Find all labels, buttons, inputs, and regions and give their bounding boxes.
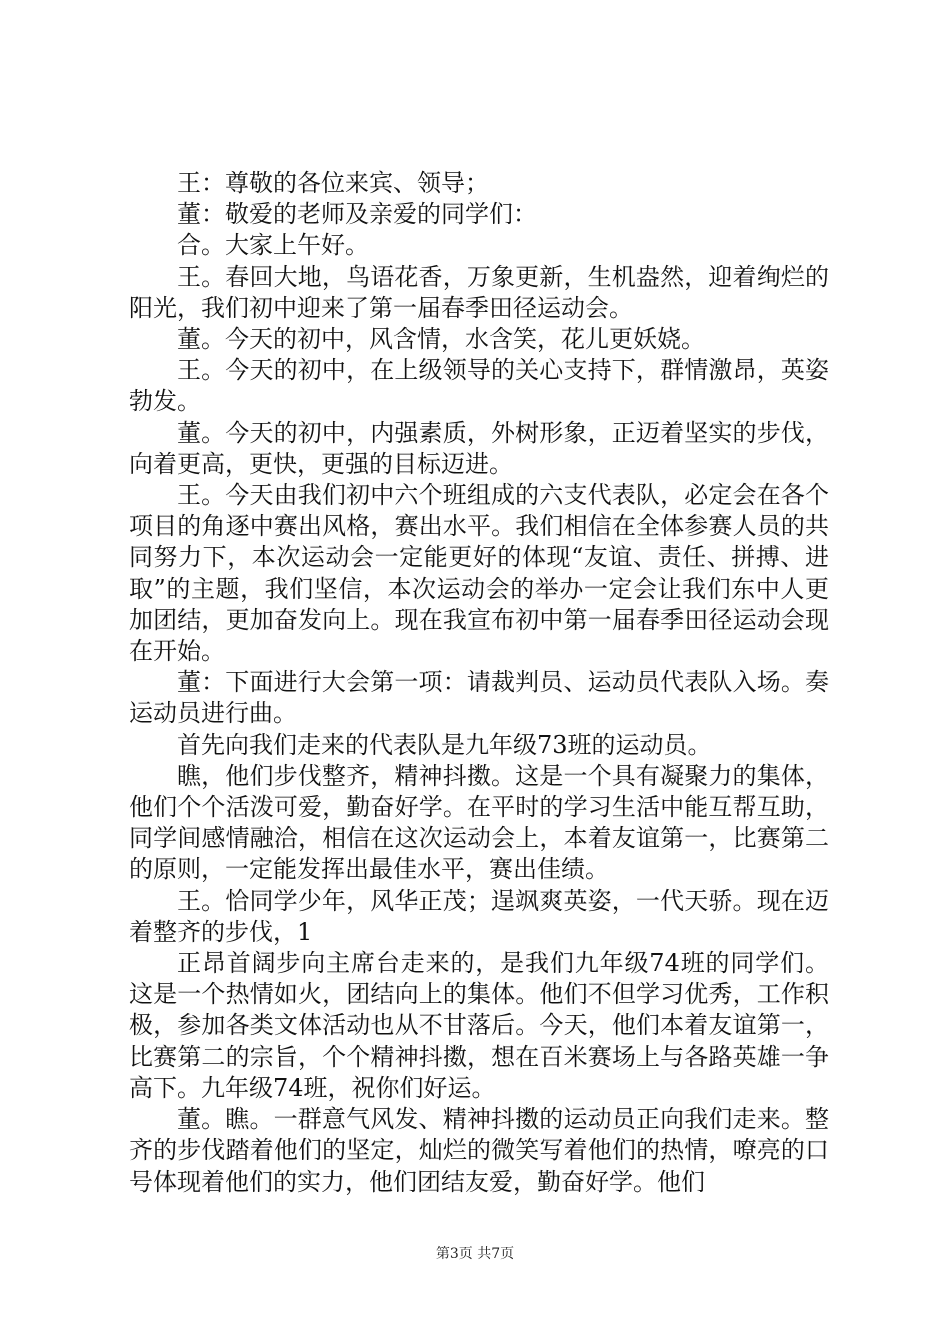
- paragraph-8: 王。今天由我们初中六个班组成的六支代表队，必定会在各个项目的角逐中赛出风格，赛出水平。我们相信在全体参赛人员的共同努力下，本次运动会一定能更好的体现“友谊、责任、拼搏、进取”的主题，我们坚信，本次运动会的举办一定会让我们东中人更加团结，更加奋发向上。现在我宣布初中第一届春季田径运动会现在开始。: [129, 481, 829, 666]
- paragraph-14: 董。瞧。一群意气风发、精神抖擞的运动员正向我们走来。整齐的步伐踏着他们的坚定，灿烂的微笑写着他们的热情，嘹亮的口号体现着他们的实力，他们团结友爱，勤奋好学。他们: [129, 1105, 829, 1196]
- paragraph-13: 正昂首阔步向主席台走来的，是我们九年级74班的同学们。这是一个热情如火，团结向上的集体。他们不但学习优秀，工作积极，参加各类文体活动也从不甘落后。今天，他们本着友谊第一，比赛第二的宗旨，个个精神抖擞，想在百米赛场上与各路英雄一争高下。九年级74班，祝你们好运。: [129, 949, 829, 1102]
- page-number-footer: 第3页 共7页: [435, 1246, 515, 1262]
- paragraph-4: 王。春回大地，鸟语花香，万象更新，生机盎然，迎着绚烂的阳光，我们初中迎来了第一届春季田径运动会。: [129, 262, 829, 322]
- paragraph-11: 瞧，他们步伐整齐，精神抖擞。这是一个具有凝聚力的集体，他们个个活泼可爱，勤奋好学。在平时的学习生活中能互帮互助，同学间感情融洽，相信在这次运动会上，本着友谊第一，比赛第二的原则，一定能发挥出最佳水平，赛出佳绩。: [129, 761, 829, 884]
- paragraph-12: 王。恰同学少年，风华正茂；逞飒爽英姿，一代天骄。现在迈着整齐的步伐，1: [129, 886, 829, 946]
- paragraph-5: 董。今天的初中，风含情，水含笑，花儿更妖娆。: [177, 325, 705, 354]
- paragraph-6: 王。今天的初中，在上级领导的关心支持下，群情激昂，英姿勃发。: [129, 356, 829, 416]
- paragraph-10: 首先向我们走来的代表队是九年级73班的运动员。: [177, 730, 712, 759]
- document-body: [129, 168, 829, 1198]
- paragraph-7: 董。今天的初中，内强素质，外树形象，正迈着坚实的步伐，向着更高，更快，更强的目标迈进。: [129, 418, 829, 478]
- paragraph-2: 董：敬爱的老师及亲爱的同学们：: [177, 200, 537, 229]
- paragraph-9: 董：下面进行大会第一项：请裁判员、运动员代表队入场。奏运动员进行曲。: [129, 668, 829, 728]
- paragraph-1: 王：尊敬的各位来宾、领导；: [177, 169, 489, 197]
- paragraph-3: 合。大家上午好。: [177, 231, 369, 260]
